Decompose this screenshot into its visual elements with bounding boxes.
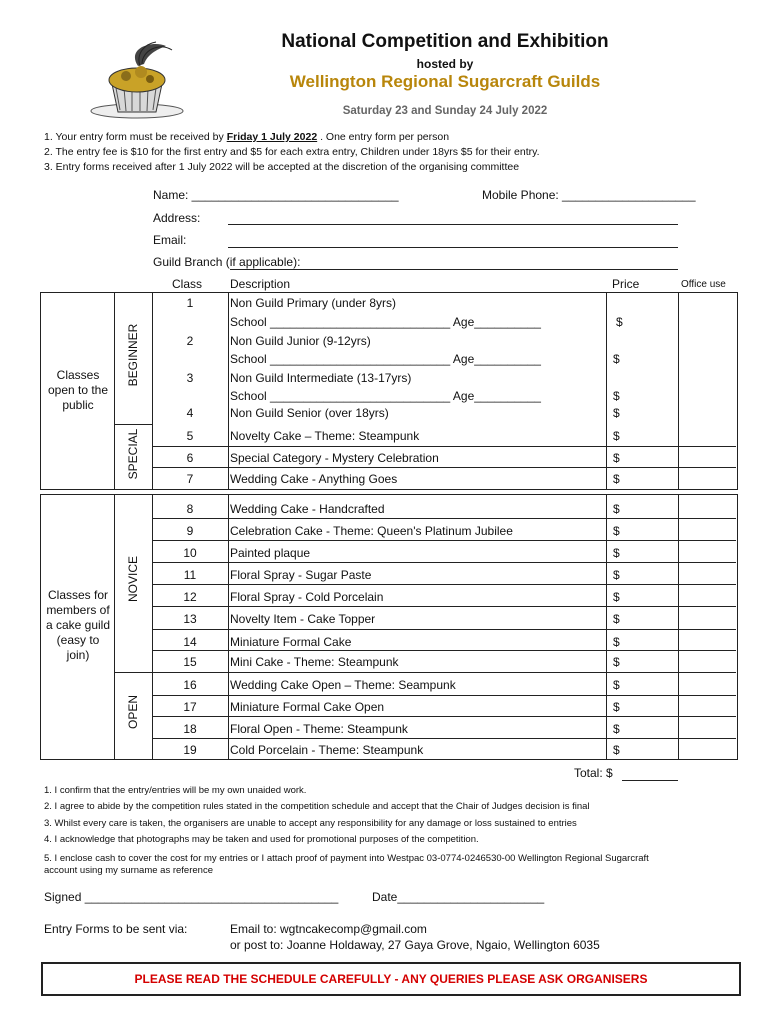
class-number: 5 xyxy=(186,429,194,443)
name-field[interactable]: Name: _______________________________ xyxy=(153,188,399,202)
total-label: Total: $ xyxy=(574,766,613,780)
footer-notice-box xyxy=(41,962,741,996)
class-description: Novelty Item - Cake Topper xyxy=(230,612,376,626)
class-description: Non Guild Senior (over 18yrs) xyxy=(230,406,389,420)
class-number: 1 xyxy=(186,296,194,310)
declaration-1: 1. I confirm that the entry/entries will be my own unaided work. xyxy=(44,785,307,796)
signed-field[interactable]: Signed ______________________________________ xyxy=(44,890,339,904)
class-number: 13 xyxy=(183,612,197,626)
price-field[interactable]: $ xyxy=(613,722,620,736)
class-description: Celebration Cake - Theme: Queen's Platinum Jubilee xyxy=(230,524,513,538)
price-field[interactable]: $ xyxy=(613,502,620,516)
price-field[interactable]: $ xyxy=(613,612,620,626)
email-line[interactable] xyxy=(228,247,678,248)
note-1-pre: 1. Your entry form must be received by xyxy=(44,131,227,143)
footer-notice: PLEASE READ THE SCHEDULE CAREFULLY - ANY QUERIES PLEASE ASK ORGANISERS xyxy=(134,972,648,986)
price-field[interactable]: $ xyxy=(613,451,620,465)
send-email: Email to: wgtncakecomp@gmail.com xyxy=(230,922,427,936)
novice-label: NOVICE xyxy=(126,556,140,603)
class-description: Miniature Formal Cake xyxy=(230,635,352,649)
open-label: OPEN xyxy=(126,695,140,730)
special-label: SPECIAL xyxy=(126,428,140,480)
class-description: Painted plaque xyxy=(230,546,311,560)
col-price: Price xyxy=(612,277,640,291)
class-number: 6 xyxy=(186,451,194,465)
email-label: Email: xyxy=(153,233,187,247)
class-number: 3 xyxy=(186,371,194,385)
members-label: Classes for members of a cake guild (easy to join) xyxy=(45,588,111,662)
public-label: Classes open to the public xyxy=(47,368,109,412)
price-field[interactable]: $ xyxy=(613,568,620,582)
class-number: 12 xyxy=(183,590,197,604)
send-label: Entry Forms to be sent via: xyxy=(44,922,188,936)
class-number: 2 xyxy=(186,334,194,348)
class-number: 14 xyxy=(183,635,197,649)
guild-name: Wellington Regional Sugarcraft Guilds xyxy=(289,72,601,91)
class-description: Non Guild Junior (9-12yrs) xyxy=(230,334,371,348)
class-description: Mini Cake - Theme: Steampunk xyxy=(230,655,399,669)
declaration-3: 3. Whilst every care is taken, the organisers are unable to accept any responsibility for any damage or loss sustained to entries xyxy=(44,818,577,829)
hosted-by: hosted by xyxy=(416,57,474,71)
school-age-field[interactable]: School ___________________________ Age__________ xyxy=(230,315,541,329)
note-3: 3. Entry forms received after 1 July 2022 will be accepted at the discretion of the organising committee xyxy=(44,161,520,173)
class-description: Wedding Cake - Handcrafted xyxy=(230,502,385,516)
price-field[interactable]: $ xyxy=(613,700,620,714)
class-number: 10 xyxy=(183,546,197,560)
class-number: 7 xyxy=(186,472,194,486)
price-field[interactable]: $ xyxy=(613,406,620,420)
price-field[interactable]: $ xyxy=(613,743,620,757)
col-office-use: Office use xyxy=(681,279,726,290)
note-1-date: Friday 1 July 2022 xyxy=(226,131,318,143)
date-field[interactable]: Date______________________ xyxy=(372,890,545,904)
price-field[interactable]: $ xyxy=(613,389,620,403)
entry-notes xyxy=(44,130,744,175)
guild-branch-line[interactable] xyxy=(230,269,678,270)
guild-logo xyxy=(86,36,188,120)
mobile-field[interactable]: Mobile Phone: ____________________ xyxy=(482,188,696,202)
declaration-4: 4. I acknowledge that photographs may be taken and used for promotional purposes of the competition. xyxy=(44,834,479,845)
class-description: Special Category - Mystery Celebration xyxy=(230,451,439,465)
class-number: 19 xyxy=(183,743,197,757)
class-number: 11 xyxy=(183,568,197,582)
class-number: 17 xyxy=(183,700,197,714)
total-field[interactable] xyxy=(622,780,678,781)
class-number: 4 xyxy=(186,406,194,420)
class-description: Non Guild Primary (under 8yrs) xyxy=(230,296,397,310)
note-2: 2. The entry fee is $10 for the first entry and $5 for each extra entry, Children under 18yrs $5 for their entry. xyxy=(44,146,540,158)
class-number: 15 xyxy=(183,655,197,669)
class-description: Novelty Cake – Theme: Steampunk xyxy=(230,429,420,443)
class-description: Non Guild Intermediate (13-17yrs) xyxy=(230,371,412,385)
address-line[interactable] xyxy=(228,224,678,225)
price-field[interactable]: $ xyxy=(613,590,620,604)
beginner-label: BEGINNER xyxy=(126,323,140,387)
address-label: Address: xyxy=(153,211,201,225)
class-number: 8 xyxy=(186,502,194,516)
declaration-2: 2. I agree to abide by the competition rules stated in the competition schedule and accept that the Chair of Judges decision is final xyxy=(44,801,590,812)
class-description: Wedding Cake - Anything Goes xyxy=(230,472,398,486)
page-title: National Competition and Exhibition xyxy=(281,31,609,52)
col-description: Description xyxy=(230,277,291,291)
class-number: 9 xyxy=(186,524,194,538)
price-field[interactable]: $ xyxy=(613,655,620,669)
price-field[interactable]: $ xyxy=(613,546,620,560)
school-age-field[interactable]: School ___________________________ Age__________ xyxy=(230,352,541,366)
price-field[interactable]: $ xyxy=(613,472,620,486)
price-field[interactable]: $ xyxy=(613,635,620,649)
class-number: 18 xyxy=(183,722,197,736)
send-post: or post to: Joanne Holdaway, 27 Gaya Grove, Ngaio, Wellington 6035 xyxy=(230,938,600,952)
price-field[interactable]: $ xyxy=(616,315,623,329)
note-1-post: . One entry form per person xyxy=(317,131,450,143)
class-description: Floral Spray - Cold Porcelain xyxy=(230,590,384,604)
school-age-field[interactable]: School ___________________________ Age__________ xyxy=(230,389,541,403)
guild-branch-label: Guild Branch (if applicable): xyxy=(153,255,301,269)
event-dates: Saturday 23 and Sunday 24 July 2022 xyxy=(342,105,548,117)
class-description: Wedding Cake Open – Theme: Seampunk xyxy=(230,678,456,692)
declaration-5: 5. I enclose cash to cover the cost for my entries or I attach proof of payment into Westpac 03-0774-0246530-00 Wellington Regional Sugarcraft account using my surname as reference xyxy=(44,853,649,876)
class-description: Cold Porcelain - Theme: Steampunk xyxy=(230,743,424,757)
class-description: Miniature Formal Cake Open xyxy=(230,700,385,714)
price-field[interactable]: $ xyxy=(613,678,620,692)
price-field[interactable]: $ xyxy=(613,429,620,443)
class-number: 16 xyxy=(183,678,197,692)
class-description: Floral Open - Theme: Steampunk xyxy=(230,722,408,736)
price-field[interactable]: $ xyxy=(613,352,620,366)
price-field[interactable]: $ xyxy=(613,524,620,538)
class-description: Floral Spray - Sugar Paste xyxy=(230,568,372,582)
col-class: Class xyxy=(172,277,203,291)
